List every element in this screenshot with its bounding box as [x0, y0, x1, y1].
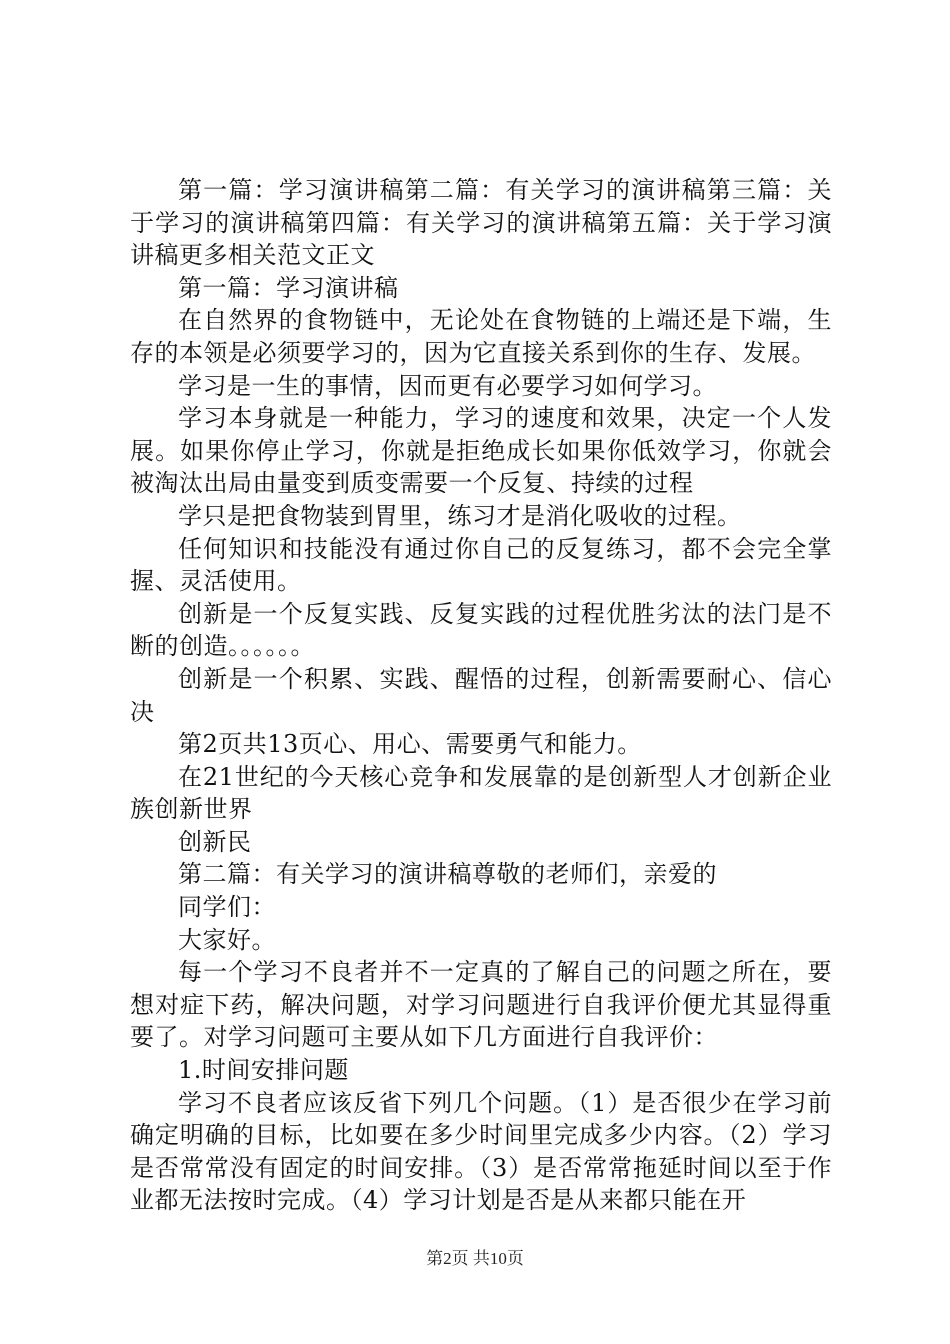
paragraph: 创新民	[178, 827, 252, 856]
paragraph-heading-1: 第一篇：学习演讲稿	[178, 273, 399, 302]
paragraph-heading-2: 第二篇：有关学习的演讲稿尊敬的老师们，亲爱的	[178, 860, 717, 889]
paragraph: 学习是一生的事情，因而更有必要学习如何学习。	[178, 371, 717, 400]
paragraph: 创新是一个反复实践、反复实践的过程优胜劣汰的法门是不断的创造。。。。。。	[130, 599, 832, 661]
paragraph-greeting: 同学们：	[178, 893, 276, 922]
paragraph: 学习本身就是一种能力，学习的速度和效果，决定一个人发展。如果你停止学习，你就是拒绝成长如果你低效学习，你就会被淘汰出局由量变到质变需要一个反复、持续的过程	[130, 404, 832, 498]
paragraph: 任何知识和技能没有通过你自己的反复练习，都不会完全掌握、灵活使用。	[130, 534, 832, 596]
document-body	[130, 174, 832, 1217]
paragraph: 学只是把食物装到胃里，练习才是消化吸收的过程。	[178, 501, 742, 530]
paragraph: 第2页共13页心、用心、需要勇气和能力。	[178, 730, 642, 759]
paragraph: 每一个学习不良者并不一定真的了解自己的问题之所在，要想对症下药，解决问题，对学习问题进行自我评价便尤其显得重要了。对学习问题可主要从如下几方面进行自我评价：	[130, 958, 832, 1052]
paragraph: 在自然界的食物链中，无论处在食物链的上端还是下端，生存的本领是必须要学习的，因为它直接关系到你的生存、发展。	[130, 306, 832, 367]
paragraph: 学习不良者应该反省下列几个问题。（1）是否很少在学习前确定明确的目标，比如要在多少时间里完成多少内容。（2）学习是否常常没有固定的时间安排。（3）是否常常拖延时间以至于作业都无法按时完成。（4）学习计划是否是从来都只能在开	[130, 1088, 832, 1215]
paragraph: 在21世纪的今天核心竞争和发展靠的是创新型人才创新企业族创新世界	[130, 762, 832, 824]
paragraph-subheading: 1.时间安排问题	[178, 1056, 349, 1085]
paragraph: 创新是一个积累、实践、醒悟的过程，创新需要耐心、信心决	[130, 664, 832, 726]
page-footer: 第2页 共10页	[426, 1249, 524, 1268]
paragraph-table-of-contents: 第一篇：学习演讲稿第二篇：有关学习的演讲稿第三篇：关于学习的演讲稿第四篇：有关学习的演讲稿第五篇：关于学习演讲稿更多相关范文正文	[130, 176, 832, 270]
paragraph-greeting: 大家好。	[178, 925, 276, 954]
